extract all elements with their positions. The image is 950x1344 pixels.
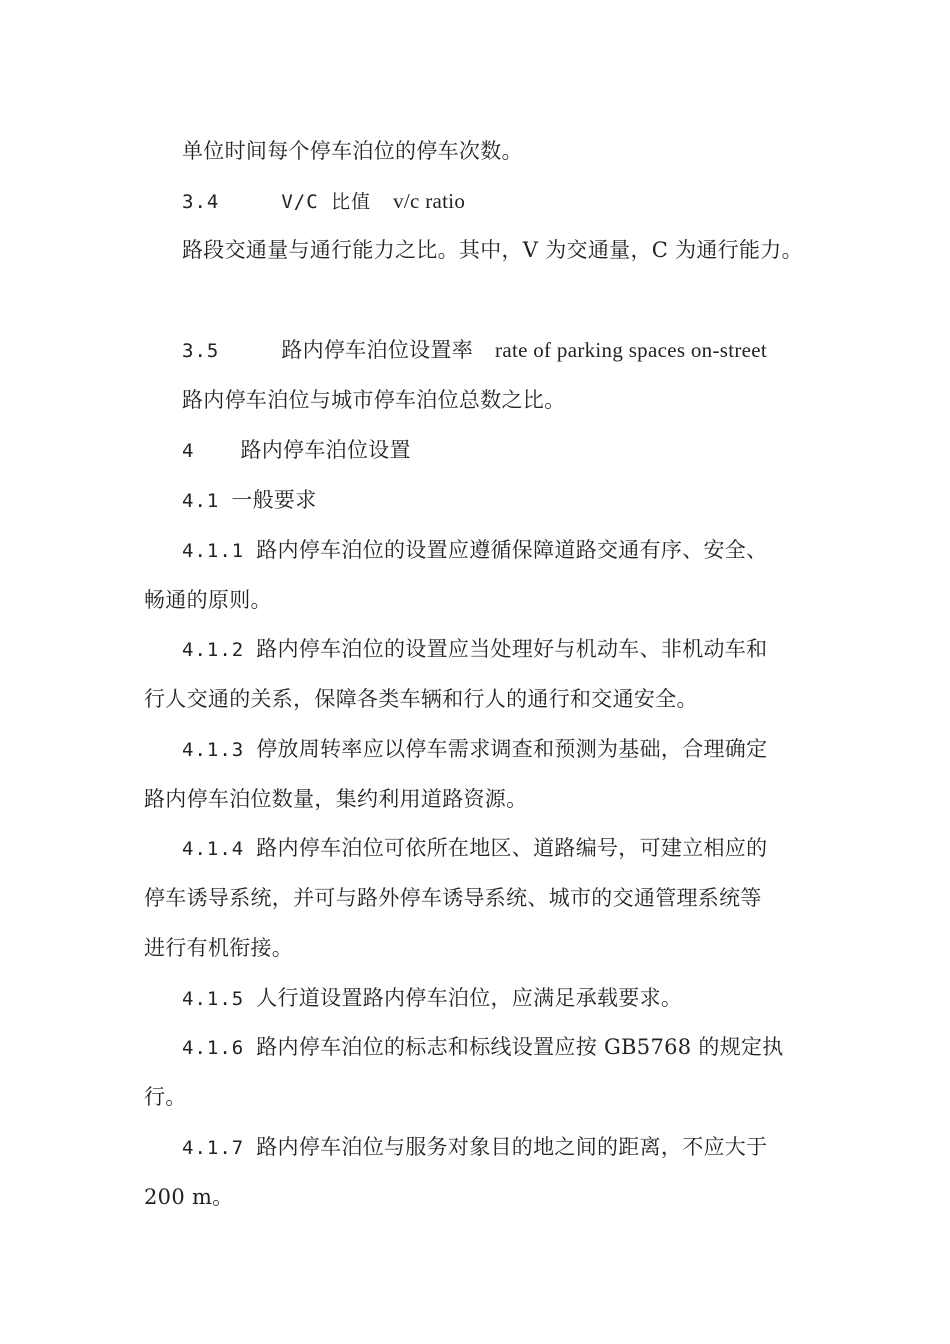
clause-number: 4.1.4 (182, 838, 245, 860)
clause-4-1-4-continuation: 停车诱导系统，并可与路外停车诱导系统、城市的交通管理系统等 (144, 886, 762, 910)
clause-4-1-1-continuation: 畅通的原则。 (144, 588, 272, 612)
section-3-4-definition: 路段交通量与通行能力之比。其中，V 为交通量，C 为通行能力。 (182, 238, 803, 262)
section-number: 3.5 (182, 340, 220, 362)
clause-4-1-2-continuation: 行人交通的关系，保障各类车辆和行人的通行和交通安全。 (144, 687, 698, 711)
term-cn: 路内停车泊位设置率 (281, 338, 474, 362)
clause-4-1-6-continuation: 行。 (144, 1085, 187, 1109)
clause-4-1-7: 4.1.7 路内停车泊位与服务对象目的地之间的距离，不应大于 (182, 1135, 768, 1159)
clause-number: 4.1.5 (182, 988, 245, 1010)
section-3-5-definition: 路内停车泊位与城市停车泊位总数之比。 (182, 388, 566, 412)
clause-4-1-7-continuation: 200 m。 (144, 1185, 234, 1209)
clause-4-1-3-continuation: 路内停车泊位数量，集约利用道路资源。 (144, 787, 528, 811)
clause-4-1-3: 4.1.3 停放周转率应以停车需求调查和预测为基础，合理确定 (182, 737, 768, 761)
clause-4-1-2: 4.1.2 路内停车泊位的设置应当处理好与机动车、非机动车和 (182, 637, 768, 661)
paragraph-line: 单位时间每个停车泊位的停车次数。 (182, 139, 523, 163)
clause-number: 4.1.6 (182, 1037, 245, 1059)
clause-number: 4.1.7 (182, 1137, 245, 1159)
clause-number: 4.1.2 (182, 639, 245, 661)
term-cn: V/C 比值 (281, 191, 372, 213)
clause-number: 4.1.3 (182, 739, 245, 761)
clause-4-1-4: 4.1.4 路内停车泊位可依所在地区、道路编号，可建立相应的 (182, 836, 768, 860)
section-title: 一般要求 (231, 488, 317, 512)
term-en: rate of parking spaces on-street (495, 338, 768, 362)
term-en: v/c ratio (393, 189, 466, 213)
clause-4-1-4-continuation: 进行有机衔接。 (144, 936, 294, 960)
section-3-5-heading (182, 336, 767, 365)
clause-4-1-5: 4.1.5 人行道设置路内停车泊位，应满足承载要求。 (182, 986, 683, 1010)
section-number: 3.4 (182, 191, 220, 213)
section-title: 路内停车泊位设置 (240, 438, 411, 462)
clause-4-1-1: 4.1.1 路内停车泊位的设置应遵循保障道路交通有序、安全、 (182, 538, 768, 562)
section-4-heading (182, 436, 411, 465)
clause-number: 4.1.1 (182, 540, 245, 562)
section-number: 4.1 (182, 490, 220, 512)
section-4-1-heading (182, 486, 317, 515)
section-3-4-heading (182, 187, 465, 216)
clause-4-1-6: 4.1.6 路内停车泊位的标志和标线设置应按 GB5768 的规定执 (182, 1035, 784, 1059)
section-number: 4 (182, 440, 195, 462)
